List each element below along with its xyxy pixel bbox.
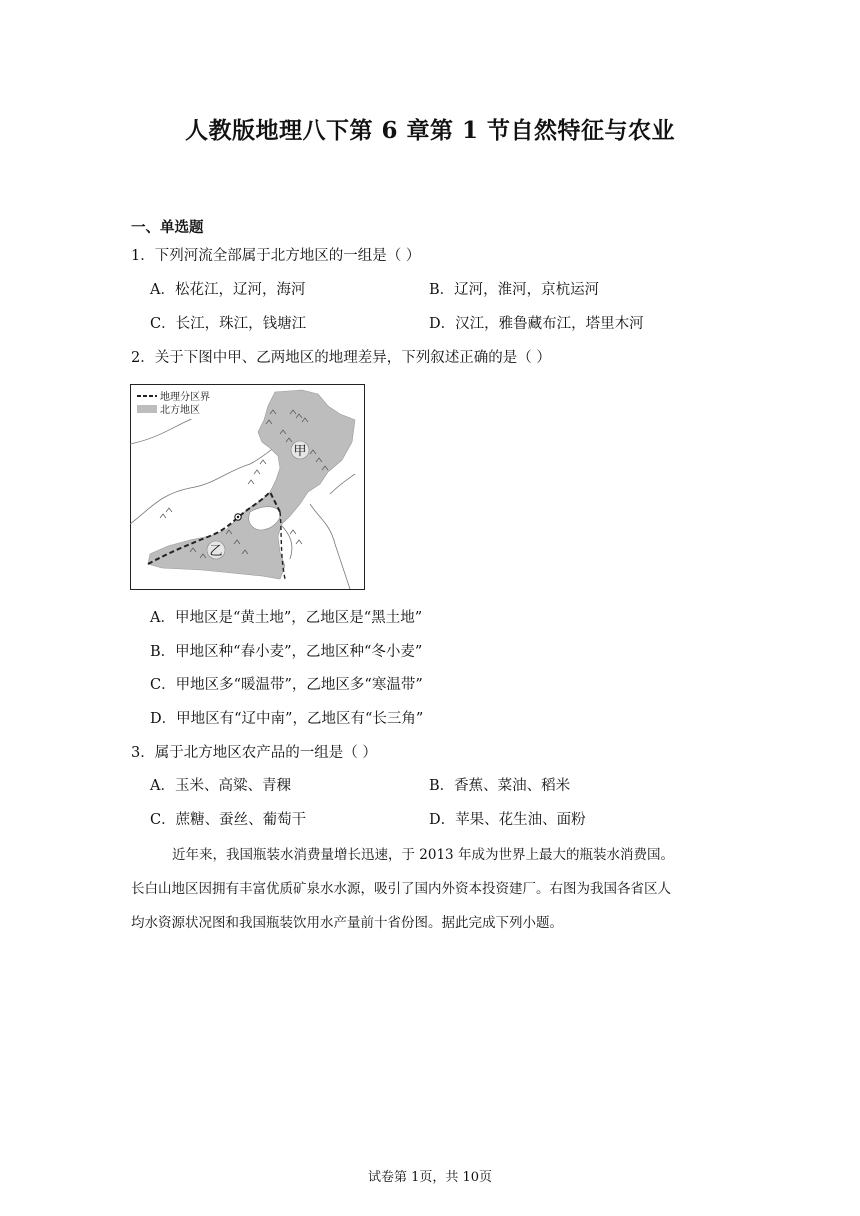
question-2-option-d: D．甲地区有“辽中南”，乙地区有“长三角” xyxy=(150,711,424,727)
question-1-stem: 1．下列河流全部属于北方地区的一组是（ ） xyxy=(131,248,421,264)
question-2-option-a: A．甲地区是“黄土地”，乙地区是“黑土地” xyxy=(150,610,423,626)
question-1-option-b: B．辽河，淮河，京杭运河 xyxy=(429,282,600,298)
page-title: 人教版地理八下第 6 章第 1 节自然特征与农业 xyxy=(184,117,676,144)
passage-line-1-text: 近年来，我国瓶装水消费量增长迅速，于 2013 年成为世界上最大的瓶装水消费国。 xyxy=(172,847,674,863)
map-label-yi: 乙 xyxy=(209,544,223,559)
question-3-stem: 3．属于北方地区农产品的一组是（ ） xyxy=(131,745,377,761)
legend-north-symbol xyxy=(137,405,157,413)
question-3-option-d: D．苹果、花生油、面粉 xyxy=(429,812,586,828)
section-heading: 一、单选题 xyxy=(131,219,204,236)
question-3-option-b: B．香蕉、菜油、稻米 xyxy=(429,778,571,794)
legend-north-label: 北方地区 xyxy=(160,405,200,416)
question-1-option-c: C．长江，珠江，钱塘江 xyxy=(150,316,307,332)
question-2-option-c: C．甲地区多“暖温带”，乙地区多“寒温带” xyxy=(150,677,423,693)
map-label-jia: 甲 xyxy=(293,444,307,459)
reading-passage xyxy=(131,838,731,940)
passage-line-2: 长白山地区因拥有丰富优质矿泉水水源，吸引了国内外资本投资建厂。右图为我国各省区人 xyxy=(131,881,671,897)
passage-line-3: 均水资源状况图和我国瓶装饮用水产量前十省份图。据此完成下列小题。 xyxy=(131,915,563,931)
legend-boundary-label: 地理分区界 xyxy=(160,392,210,403)
page-footer: 试卷第 1页，共 10页 xyxy=(367,1170,493,1185)
question-1-option-d: D．汉江，雅鲁藏布江，塔里木河 xyxy=(429,316,644,332)
question-2-stem: 2．关于下图中甲、乙两地区的地理差异，下列叙述正确的是（ ） xyxy=(131,350,551,366)
question-2-option-b: B．甲地区种“春小麦”，乙地区种“冬小麦” xyxy=(150,644,423,660)
north-region-map xyxy=(130,384,365,590)
passage-line-1 xyxy=(131,838,731,872)
question-3-option-a: A．玉米、高粱、青稞 xyxy=(150,778,291,794)
question-3-option-c: C．蔗糖、蚕丝、葡萄干 xyxy=(150,812,307,828)
question-1-option-a: A．松花江，辽河，海河 xyxy=(150,282,306,298)
